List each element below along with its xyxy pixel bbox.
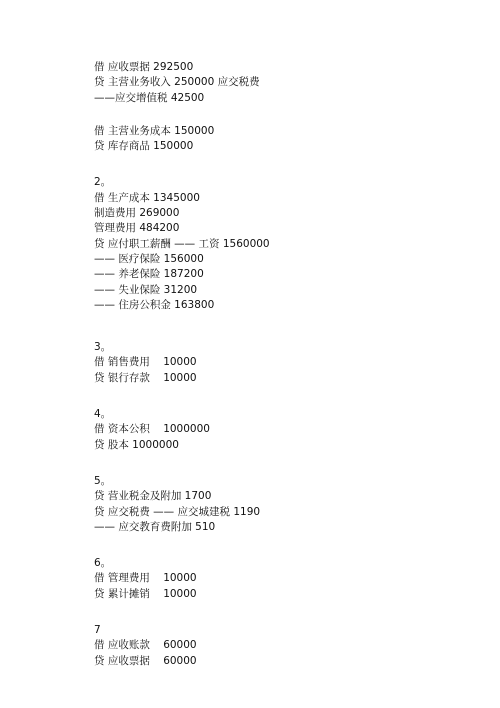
entry-1-sales <box>94 60 474 106</box>
entry-number: 3。 <box>94 341 112 354</box>
credit-line: 贷 股本 1000000 <box>94 438 179 451</box>
spacer <box>94 154 474 175</box>
credit-subline: —— 应交教育费附加 510 <box>94 520 216 533</box>
debit-line: 管理费用 484200 <box>94 222 180 235</box>
credit-line: 贷 营业税金及附加 1700 <box>94 490 212 503</box>
credit-line: 贷 累计摊销 10000 <box>94 587 197 600</box>
credit-line: 贷 应付职工薪酬 —— 工资 1560000 <box>94 237 270 250</box>
credit-subline: —— 住房公积金 163800 <box>94 298 215 311</box>
spacer <box>94 313 474 340</box>
debit-line: 借 生产成本 1345000 <box>94 191 200 204</box>
spacer <box>94 535 474 556</box>
debit-line: 借 资本公积 1000000 <box>94 423 210 436</box>
entry-number: 6。 <box>94 557 112 570</box>
credit-line: 贷 应交税费 —— 应交城建税 1190 <box>94 505 261 518</box>
debit-line: 借 管理费用 10000 <box>94 572 197 585</box>
debit-line: 借 主营业务成本 150000 <box>94 124 215 137</box>
debit-line: 制造费用 269000 <box>94 207 180 220</box>
entry-1-cost <box>94 124 474 155</box>
spacer <box>94 386 474 407</box>
credit-line: 贷 银行存款 10000 <box>94 371 197 384</box>
entry-number: 4。 <box>94 408 112 421</box>
entry-5-taxes <box>94 474 474 535</box>
credit-subline: ——应交增值税 42500 <box>94 91 205 104</box>
credit-line: 贷 应收票据 60000 <box>94 654 197 667</box>
debit-line: 借 应收票据 292500 <box>94 61 194 73</box>
debit-line: 借 销售费用 10000 <box>94 356 197 369</box>
entry-3-selling-expense <box>94 340 474 386</box>
entry-6-amortization <box>94 556 474 602</box>
credit-subline: —— 养老保险 187200 <box>94 268 204 281</box>
credit-subline: —— 失业保险 31200 <box>94 283 198 296</box>
credit-subline: —— 医疗保险 156000 <box>94 252 204 265</box>
entry-2-payroll <box>94 175 474 313</box>
spacer <box>94 106 474 124</box>
spacer <box>94 453 474 474</box>
entry-4-capital <box>94 407 474 453</box>
entry-number: 5。 <box>94 474 112 487</box>
entry-number: 2。 <box>94 176 112 189</box>
entry-number: 7 <box>94 624 101 637</box>
spacer <box>94 602 474 623</box>
journal-entries-document <box>94 60 474 669</box>
credit-line: 贷 库存商品 150000 <box>94 140 194 153</box>
credit-line: 贷 主营业务收入 250000 应交税费 <box>94 76 260 89</box>
entry-7-receivables <box>94 623 474 669</box>
debit-line: 借 应收账款 60000 <box>94 639 197 652</box>
